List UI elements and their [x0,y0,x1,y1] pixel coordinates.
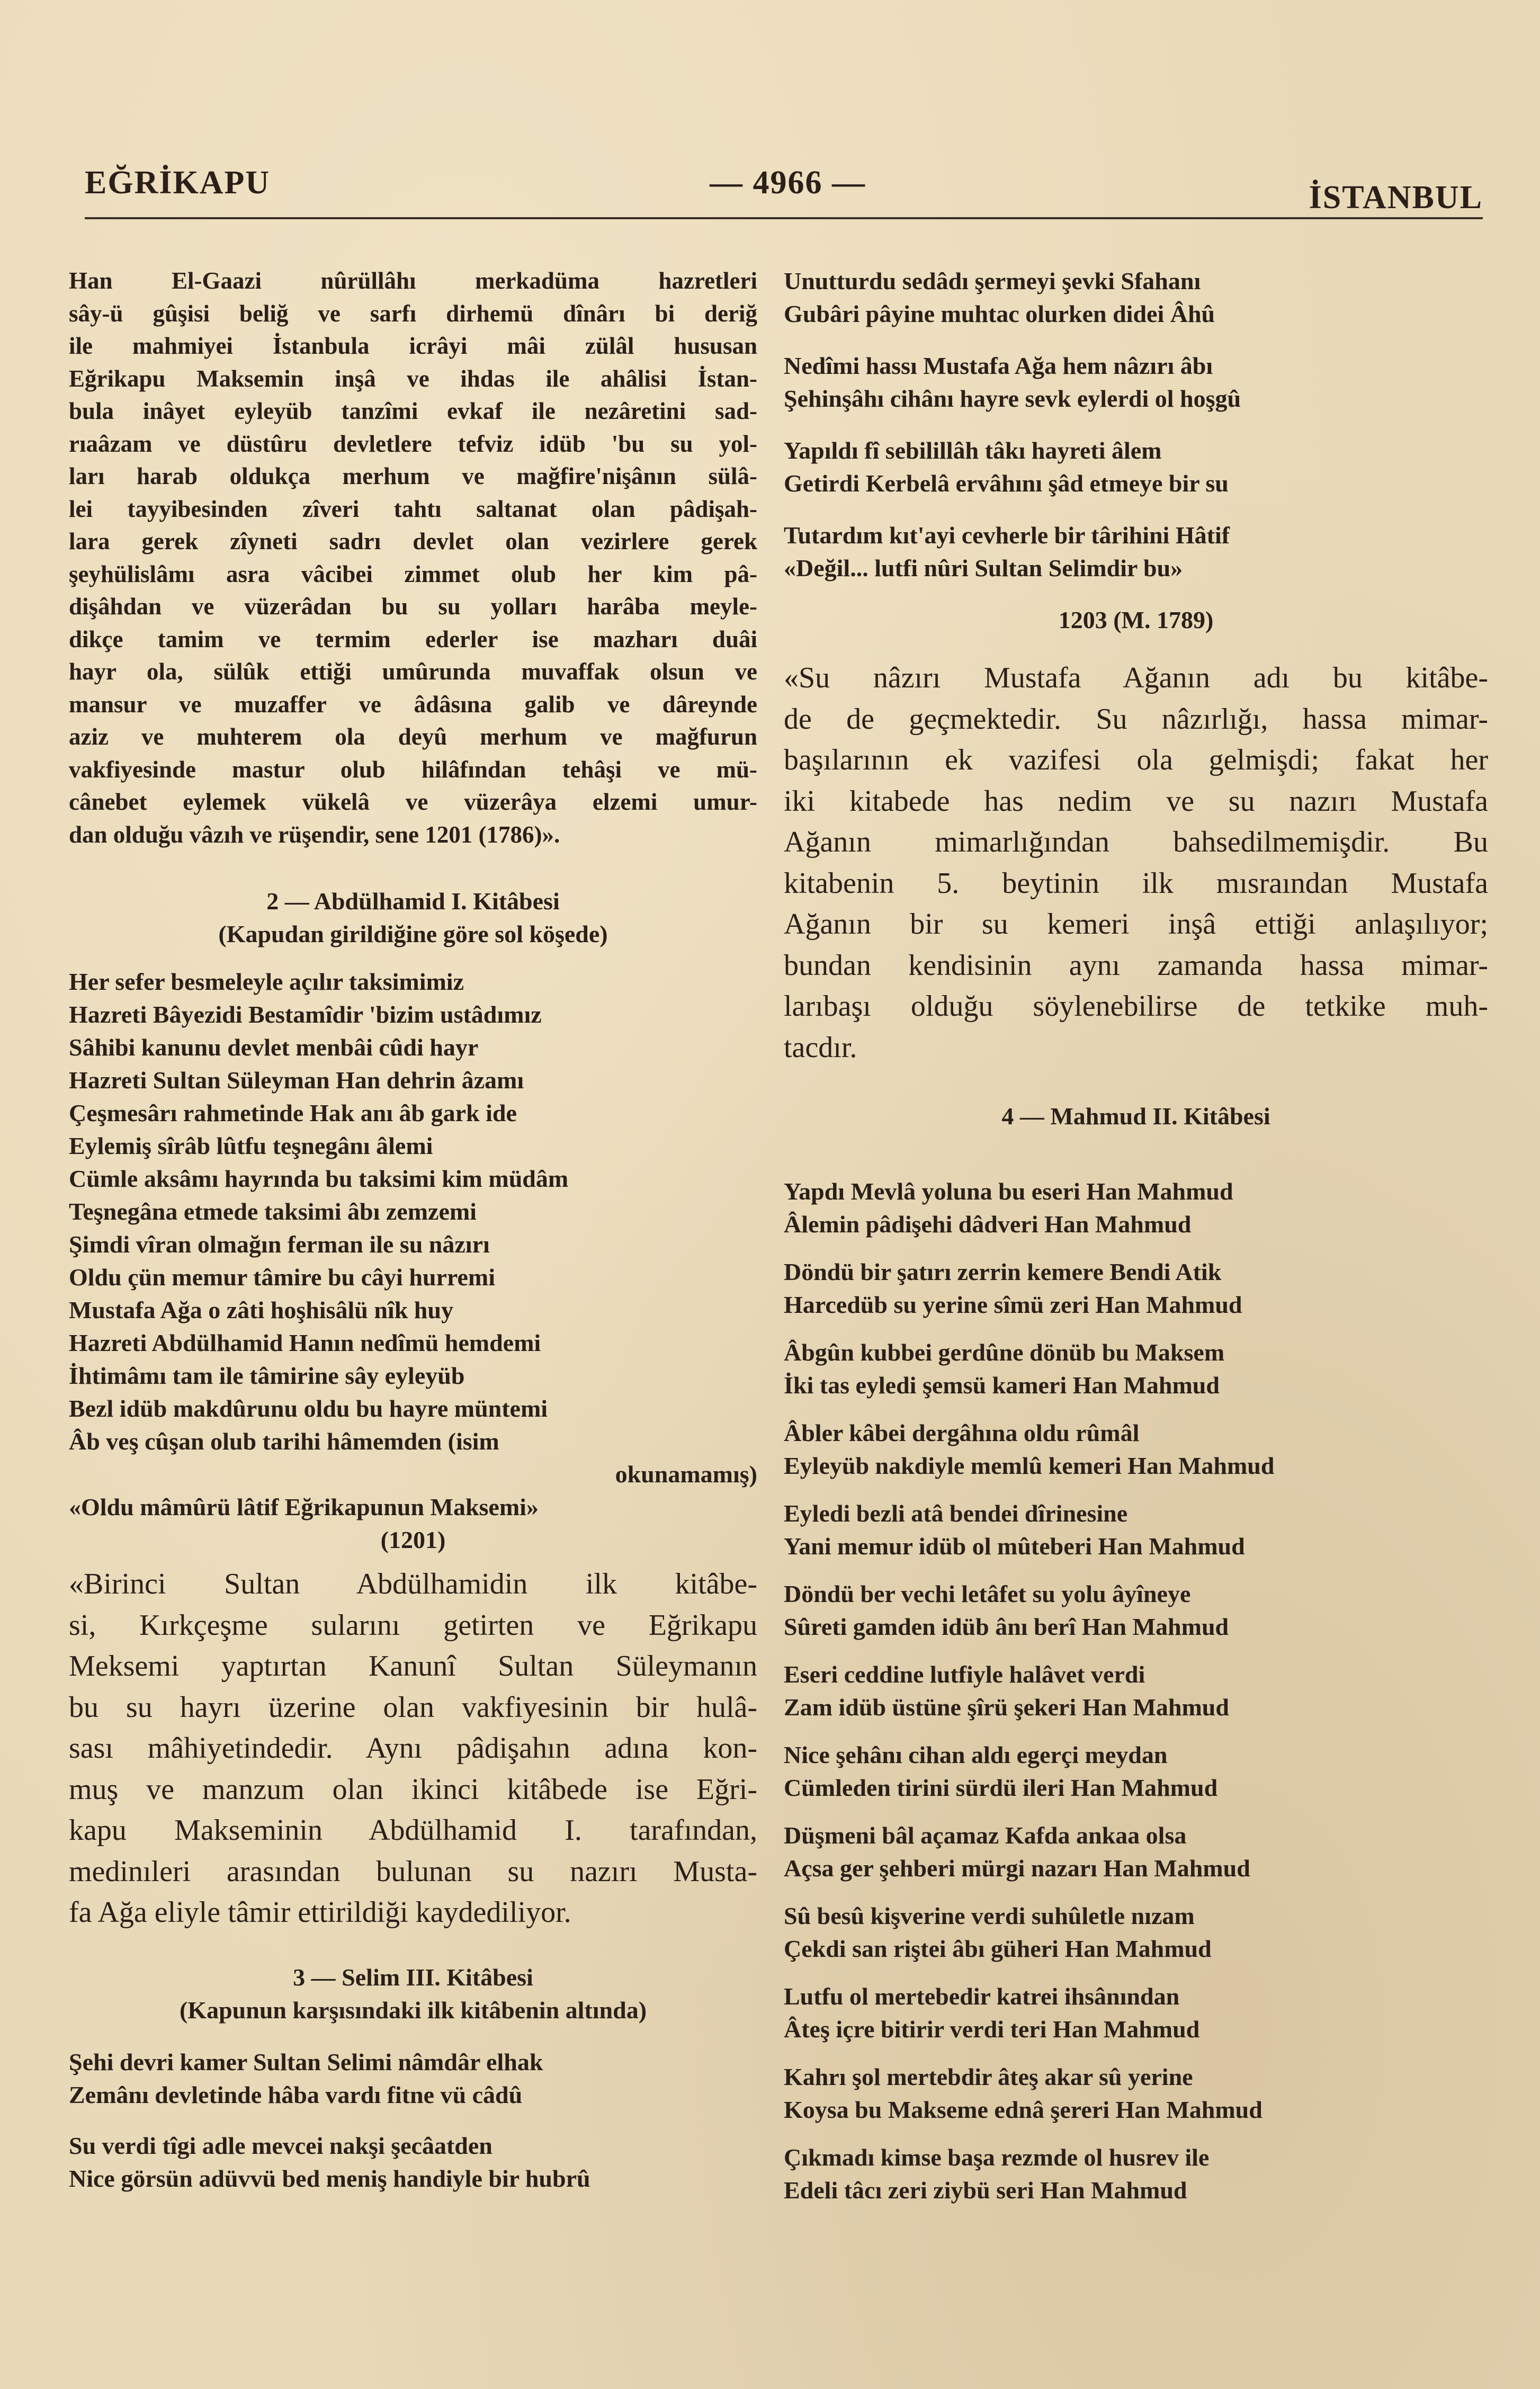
verse-line: Getirdi Kerbelâ ervâhını şâd etmeye bir su [784,470,1229,497]
commentary-line: de de geçmektedir. Su nâzırlığı, hassa mimar- [784,702,1488,736]
commentary-line: Meksemi yaptırtan Kanunî Sultan Süleymanın [69,1650,757,1683]
verse-line: Âlemin pâdişehi dâdveri Han Mahmud [784,1211,1192,1238]
commentary-line: Ağanın mimarlığından bahsedilmemişdir. Bu [784,826,1488,858]
commentary-line: fa Ağa eliyle tâmir ettirildiği kaydediliyor. [69,1896,571,1929]
commentary-line: «Su nâzırı Mustafa Ağanın adı bu kitâbe- [784,661,1488,694]
stanza [784,350,1488,415]
section4-title: 4 — Mahmud II. Kitâbesi [1001,1103,1270,1130]
stanza [784,434,1488,500]
section4-stanzas [784,1175,1488,2207]
verse-line: Çekdi san riştei âbı güheri Han Mahmud [784,1935,1212,1962]
verse-line: Eylemiş sîrâb lûtfu teşnegânı âlemi [69,1132,433,1159]
verse-line: Cümle aksâmı hayrında bu taksimi kim müdâm [69,1165,569,1192]
stanza [784,1819,1488,1885]
stanza [784,519,1488,585]
verse-line: Düşmeni bâl açamaz Kafda ankaa olsa [784,1822,1187,1849]
verse-line: Açsa ger şehberi mürgi nazarı Han Mahmud [784,1855,1250,1882]
verse-line: Hazreti Bâyezidi Bestamîdir 'bizim ustâdımız [69,1001,542,1028]
commentary-line: sası mâhiyetindedir. Aynı pâdişahın adına kon- [69,1732,757,1765]
verse-line: Zam idüb üstüne şîrü şekeri Han Mahmud [784,1694,1229,1721]
verse-line: Harcedüb su yerine sîmü zeri Han Mahmud [784,1291,1242,1318]
intro-line: bula inâyet eyleyüb tanzîmi evkaf ile nezâretini sad- [69,398,757,424]
stanza [784,265,1488,330]
intro-line: ile mahmiyei İstanbula icrâyi mâi zülâl hususan [69,333,757,359]
section2-last-verse: «Oldu mâmûrü lâtif Eğrikapunun Maksemi» [69,1493,539,1520]
verse-line: Her sefer besmeleyle açılır taksimimiz [69,968,464,995]
intro-line: rıaâzam ve düstûru devletlere tefviz idüb 'bu su yol- [69,430,757,457]
commentary-line: bundan kendisinin aynı zamanda hassa mimar- [784,949,1488,982]
intro-line: dan olduğu vâzıh ve rüşendir, sene 1201 (1786)». [69,821,560,848]
verse-line: Nice görsün adüvvü bed meniş handiyle bir hubrû [69,2164,590,2192]
intro-line: dikçe tamim ve termim ederler ise mazharı duâi [69,625,757,652]
verse-line: Eyleyüb nakdiyle memlû kemeri Han Mahmud [784,1452,1275,1479]
stanza [784,1175,1488,1241]
intro-line: Han El-Gaazi nûrüllâhı merkadüma hazretleri [69,267,757,294]
intro-line: şeyhülislâmı asra vâcibei zimmet olub her kim pâ- [69,560,757,587]
verse-line: Âteş içre bitirir verdi teri Han Mahmud [784,2016,1200,2043]
intro-line: hayr ola, sülûk ettiği umûrunda muvaffak olsun ve [69,658,757,685]
commentary-line: si, Kırkçeşme sularını getirten ve Eğrikapu [69,1608,757,1642]
verse-line: İhtimâmı tam ile tâmirine sây eyleyüb [69,1362,465,1389]
stanza [69,2129,757,2195]
commentary-line: kapu Makseminin Abdülhamid I. tarafından, [69,1814,757,1847]
section3-subtitle: (Kapunun karşısındaki ilk kitâbenin altında) [179,1996,647,2024]
commentary-line: muş ve manzum olan ikinci kitâbede ise Eğri- [69,1773,757,1806]
commentary-line: bu su hayrı üzerine olan vakfiyesinin bir hulâ- [69,1690,757,1724]
verse-line: Sû besû kişverine verdi suhûletle nızam [784,1902,1195,1929]
verse-line: Zemânı devletinde hâba vardı fitne vü câdû [69,2081,523,2108]
verse-line: Nice şehânı cihan aldı egerçi meydan [784,1741,1168,1768]
section2-unreadable-note: okunamamış) [615,1461,757,1488]
verse-line: Teşnegâna etmede taksimi âbı zemzemi [69,1198,477,1225]
verse-line: Yapdı Mevlâ yoluna bu eseri Han Mahmud [784,1178,1233,1205]
verse-line: Çeşmesârı rahmetinde Hak anı âb gark ide [69,1099,517,1126]
verse-line: İki tas eyledi şemsü kameri Han Mahmud [784,1372,1220,1399]
header-right-title: İSTANBUL [1309,180,1483,216]
verse-line: «Değil... lutfi nûri Sultan Selimdir bu» [784,554,1183,581]
verse-line: Bezl idüb makdûrunu oldu bu hayre müntemi [69,1395,548,1422]
verse-line: Sâhibi kanunu devlet menbâi cûdi hayr [69,1034,479,1061]
section2-title: 2 — Abdülhamid I. Kitâbesi [266,888,560,915]
verse-line: Lutfu ol mertebedir katrei ihsânından [784,1983,1180,2010]
verse-line: Yapıldı fî sebilillâh tâkı hayreti âlem [784,437,1162,464]
verse-line: Şehi devri kamer Sultan Selimi nâmdâr elhak [69,2048,543,2075]
verse-line: Koysa bu Makseme ednâ şereri Han Mahmud [784,2096,1263,2123]
section2-commentary [69,1564,757,1934]
verse-line: Unutturdu sedâdı şermeyi şevki Sfahanı [784,267,1201,294]
section3-stanzas-continued [784,265,1488,585]
section2-verses [69,965,757,1458]
verse-line: Âbler kâbei dergâhına oldu rûmâl [784,1419,1140,1446]
verse-line: Yani memur idüb ol mûteberi Han Mahmud [784,1533,1245,1560]
stanza [784,1658,1488,1724]
intro-line: aziz ve muhterem ola deyû merhum ve mağfurun [69,723,757,750]
commentary-line: Ağanın bir su kemeri inşâ ettiği anlaşılıyor; [784,908,1488,941]
commentary-line: «Birinci Sultan Abdülhamidin ilk kitâbe- [69,1568,757,1600]
commentary-line: medinıleri arasından bulunan su nazırı Musta- [69,1855,757,1888]
intro-line: lei tayyibesinden zîveri tahtı saltanat olan pâdişah- [69,495,757,522]
commentary-line: iki kitabede has nedim ve su nazırı Mustafa [784,784,1488,818]
left-column [69,265,757,2213]
verse-line: Âb veş cûşan olub tarihi hâmemden (isim [69,1428,499,1455]
verse-line: Gubâri pâyine muhtac olurken didei Âhû [784,300,1215,327]
header-rule [85,217,1483,219]
stanza [784,1497,1488,1563]
verse-line: Eyledi bezli atâ bendei dîrinesine [784,1500,1128,1527]
intro-paragraph [69,265,757,851]
page-number: — 4966 — [710,165,866,201]
stanza [784,1739,1488,1804]
commentary-line: kitabenin 5. beytinin ilk mısraından Mustafa [784,866,1488,900]
section2-subtitle: (Kapudan girildiğine göre sol köşede) [218,920,608,947]
stanza [784,1900,1488,1965]
stanza [69,2046,757,2111]
commentary-line: tacdır. [784,1031,857,1064]
verse-line: Çıkmadı kimse başa rezmde ol husrev ile [784,2144,1210,2171]
verse-line: Döndü ber vechi letâfet su yolu âyîneye [784,1580,1191,1607]
section3-year: 1203 (M. 1789) [1058,606,1214,633]
section3-stanzas [69,2046,757,2195]
stanza [784,2061,1488,2126]
intro-line: lara gerek zîyneti sadrı devlet olan vezirlere gerek [69,528,757,554]
verse-line: Âbgûn kubbei gerdûne dönüb bu Maksem [784,1339,1225,1366]
verse-line: Şimdi vîran olmağın ferman ile su nâzırı [69,1231,490,1258]
verse-line: Şehinşâhı cihânı hayre sevk eylerdi ol hoşgû [784,385,1241,412]
intro-line: dişâhdan ve vüzerâdan bu su yolları harâba meyle- [69,593,757,620]
verse-line: Eseri ceddine lutfiyle halâvet verdi [784,1661,1145,1688]
stanza [784,2141,1488,2207]
verse-line: Döndü bir şatırı zerrin kemere Bendi Atik [784,1258,1222,1285]
header-left-title: EĞRİKAPU [85,165,271,201]
verse-line: Hazreti Sultan Süleyman Han dehrin âzamı [69,1067,524,1094]
intro-line: cânebet eylemek vükelâ ve vüzerâya elzemi umur- [69,789,757,815]
verse-line: Oldu çün memur tâmire bu câyi hurremi [69,1264,495,1291]
intro-line: sây-ü gûşisi beliğ ve sarfı dirhemü dînârı bi deriğ [69,300,757,327]
commentary-line: başılarının ek vazifesi ola gelmişdi; fakat her [784,744,1488,776]
verse-line: Hazreti Abdülhamid Hanın nedîmü hemdemi [69,1329,541,1356]
intro-line: vakfiyesinde mastur olub hilâfından tehâşi ve mü- [69,756,757,783]
right-column [784,265,1488,2222]
page-header [85,154,1483,228]
verse-line: Tutardım kıt'ayi cevherle bir târihini Hâtif [784,522,1230,549]
intro-line: Eğrikapu Maksemin inşâ ve ihdas ile ahâlisi İstan- [69,365,757,392]
stanza [784,1336,1488,1402]
stanza [784,1578,1488,1643]
commentary-line: larıbaşı olduğu söylenebilirse de tetkike muh- [784,990,1488,1023]
intro-line: ları harab oldukça merhum ve mağfire'nişânın sülâ- [69,463,757,489]
verse-line: Sûreti gamden idüb ânı berî Han Mahmud [784,1613,1229,1640]
section3-commentary [784,658,1488,1068]
stanza [784,1980,1488,2046]
verse-line: Nedîmi hassı Mustafa Ağa hem nâzırı âbı [784,352,1213,379]
verse-line: Cümleden tirini sürdü ileri Han Mahmud [784,1774,1218,1801]
verse-line: Kahrı şol mertebdir âteş akar sû yerine [784,2063,1193,2090]
verse-line: Edeli tâcı zeri ziybü seri Han Mahmud [784,2177,1187,2204]
intro-line: mansur ve muzaffer ve âdâsına galib ve dâreynde [69,691,757,718]
verse-line: Su verdi tîgi adle mevcei nakşi şecâatden [69,2132,493,2159]
stanza [784,1417,1488,1482]
section2-year: (1201) [380,1526,446,1553]
verse-line: Mustafa Ağa o zâti hoşhisâlü nîk huy [69,1296,453,1323]
stanza [784,1256,1488,1321]
section3-title: 3 — Selim III. Kitâbesi [293,1963,533,1991]
